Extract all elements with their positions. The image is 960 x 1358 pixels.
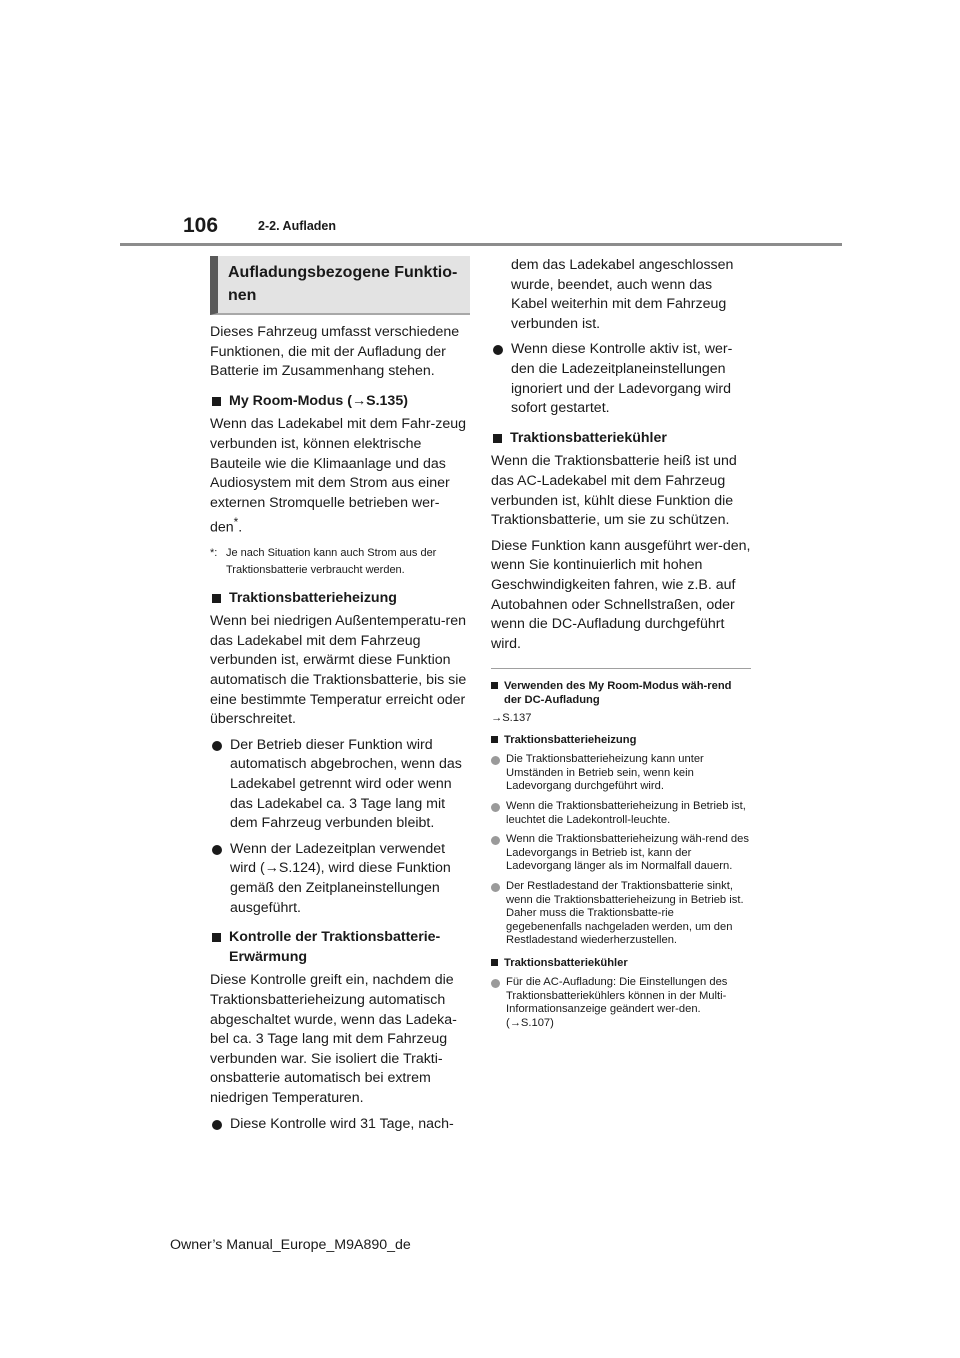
header-divider [120, 243, 842, 246]
note-list-item [491, 800, 751, 827]
note-list-item [491, 976, 751, 1030]
footnote-ref: * [233, 515, 239, 530]
list-item-text: Diese Kontrolle wird 31 Tage, nach- [230, 1115, 454, 1132]
bullet-dot-icon [491, 883, 500, 892]
square-bullet-icon [491, 959, 498, 966]
list-item [210, 1115, 470, 1135]
list-item-continued [491, 256, 751, 334]
list-item [491, 340, 751, 418]
note-subheading [491, 956, 751, 970]
note-subheading [491, 679, 751, 707]
footer-text: Owner’s Manual_Europe_M9A890_de [170, 1237, 411, 1253]
cooler-paragraph-1: Wenn die Traktionsbatterie heiß ist und das AC-Ladekabel mit dem Fahrzeug verbunden ist, kühlt diese Funktion die Traktionsbatterie, um sie zu schützen. [491, 453, 737, 529]
bullet-dot-icon [491, 803, 500, 812]
footnote-text: Je nach Situation kann auch Strom aus der Traktionsbatterie verbraucht werden. [226, 546, 437, 576]
heater-paragraph: Wenn bei niedrigen Außentemperatu-ren das Ladekabel mit dem Fahrzeug verbunden ist, erwärmt diese Funktion automatisch die Traktionsbatterie, bis sie eine bestimmte Temperatur erreicht oder überschreitet. [210, 613, 467, 728]
bullet-dot-icon [493, 345, 503, 355]
note-list-item-text: Wenn die Traktionsbatterieheizung wäh-rend des Ladevorgangs in Betrieb ist, kann der Ladevorgang länger als im Normalfall dauern. [506, 833, 749, 873]
section-heading [210, 256, 470, 315]
note-list-item [491, 833, 751, 874]
footnote [210, 545, 470, 579]
square-bullet-icon [212, 397, 221, 406]
myroom-end: . [238, 520, 243, 537]
right-column [491, 256, 751, 1034]
note-divider [491, 668, 751, 669]
myroom-text: Wenn das Ladekabel mit dem Fahr-zeug verbunden ist, können elektrische Bauteile wie die Klimaanlage und das Audiosystem mit dem Strom aus einer externen Stromquelle betrieben wer-den [210, 416, 467, 537]
note-reference: →S.137 [491, 712, 532, 725]
section-heading-text: Aufladungsbezogene Funktio- nen [228, 264, 458, 304]
bullet-dot-icon [212, 1120, 222, 1130]
list-item-text: Wenn diese Kontrolle aktiv ist, wer-den die Ladezeitplaneinstellungen ignoriert und der Ladevorgang wird sofort gestartet. [511, 341, 733, 417]
myroom-subheading [210, 392, 470, 412]
list-item-text: Der Betrieb dieser Funktion wird automatisch abgebrochen, wenn das Ladekabel getrennt wird oder wenn das Ladekabel ca. 3 Tage lang mit dem Fahrzeug verbunden bleibt. [230, 736, 462, 832]
note-subheading [491, 733, 751, 747]
note-list-item-text: Der Restladestand der Traktionsbatterie sinkt, wenn die Traktionsbatterieheizung in Betrieb ist. Daher muss die Traktionsbatte-rie gegebenenfalls nachgeladen werden, um den Restladestand wiederherzustellen. [506, 880, 744, 947]
left-column [210, 256, 470, 1138]
note-list-item-text: Für die AC-Aufladung: Die Einstellungen des Traktionsbatteriekühlers können in der Multi-Informationsanzeige geändert wer-den. (→S.107) [506, 976, 728, 1029]
note-title: Traktionsbatteriekühler [504, 957, 628, 969]
square-bullet-icon [491, 682, 498, 689]
bullet-dot-icon [491, 836, 500, 845]
note-list-item-text: Die Traktionsbatterieheizung kann unter Umständen in Betrieb sein, wenn kein Ladevorgang durchgeführt wird. [506, 753, 704, 793]
cooler-subheading [491, 429, 751, 449]
square-bullet-icon [491, 736, 498, 743]
list-item-text: Wenn der Ladezeitplan verwendet wird (→S.124), wird diese Funktion gemäß den Zeitplaneinstellungen ausgeführt. [230, 840, 451, 916]
list-item-text: dem das Ladekabel angeschlossen wurde, beendet, auch wenn das Kabel weiterhin mit dem Fahrzeug verbunden ist. [511, 257, 734, 332]
heater-title: Traktionsbatterieheizung [229, 589, 397, 606]
square-bullet-icon [212, 594, 221, 603]
bullet-dot-icon [212, 741, 222, 751]
bullet-dot-icon [491, 756, 500, 765]
square-bullet-icon [212, 933, 221, 942]
page-number: 106 [183, 214, 219, 237]
bullet-dot-icon [212, 845, 222, 855]
note-title: Traktionsbatterieheizung [504, 734, 637, 747]
myroom-paragraph [210, 415, 470, 538]
control-title: Kontrolle der Traktionsbatterie-Erwärmung [229, 929, 441, 965]
note-title: Verwenden des My Room-Modus wäh-rend der DC-Aufladung [504, 680, 732, 707]
square-bullet-icon [493, 434, 502, 443]
list-item [210, 840, 470, 918]
control-paragraph: Diese Kontrolle greift ein, nachdem die Traktionsbatterieheizung automatisch abgeschaltet wurde, wenn das Ladeka-bel ca. 3 Tage lang mit dem Fahrzeug verbunden war. Sie isoliert die Trakti-onsbatterie automatisch bei extrem niedrigen Temperaturen. [210, 972, 457, 1106]
note-list-item-text: Wenn die Traktionsbatterieheizung in Betrieb ist, leuchtet die Ladekontroll-leuchte. [506, 800, 746, 826]
cooler-paragraph-2: Diese Funktion kann ausgeführt wer-den, wenn Sie kontinuierlich mit hohen Geschwindigkeiten fahren, wie z.B. auf Autobahnen oder Schnellstraßen, oder wenn die DC-Aufladung durchgeführt wird. [491, 537, 751, 652]
section-title: 2-2. Aufladen [258, 219, 337, 233]
control-subheading [210, 928, 470, 967]
heater-subheading [210, 589, 470, 609]
intro-paragraph: Dieses Fahrzeug umfasst verschiedene Funktionen, die mit der Aufladung der Batterie im Zusammenhang stehen. [210, 324, 460, 380]
footnote-mark: *: [210, 546, 218, 559]
cooler-title: Traktionsbatteriekühler [510, 429, 667, 446]
note-list-item [491, 753, 751, 794]
bullet-dot-icon [491, 979, 500, 988]
list-item [210, 736, 470, 834]
myroom-title: My Room-Modus (→S.135) [229, 392, 408, 409]
note-list-item [491, 880, 751, 948]
